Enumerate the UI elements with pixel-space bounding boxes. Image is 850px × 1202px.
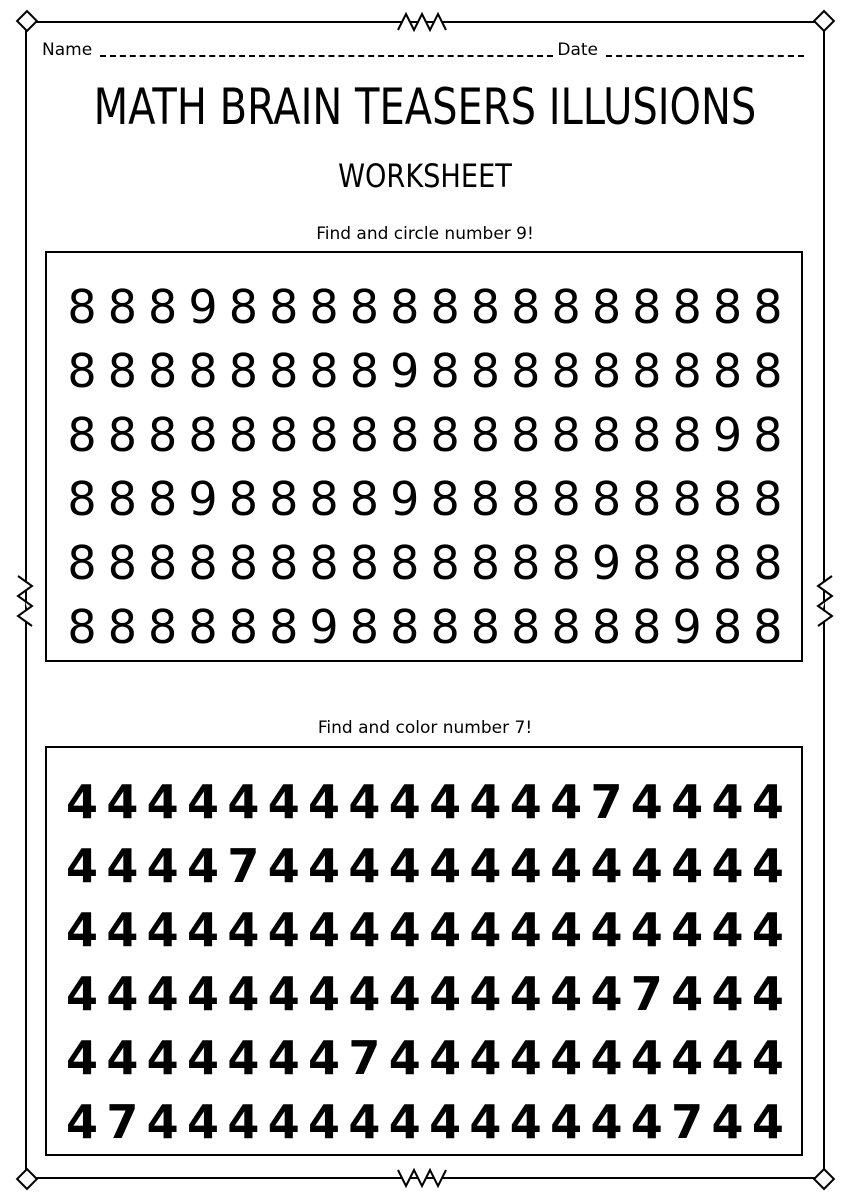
digit-cell[interactable]: 8: [349, 408, 380, 462]
digit-cell[interactable]: 4: [187, 967, 220, 1021]
digit-cell[interactable]: 8: [67, 344, 97, 398]
digit-cell[interactable]: 8: [511, 280, 541, 334]
digit-cell[interactable]: 4: [711, 839, 744, 893]
digit-cell[interactable]: 9: [188, 280, 218, 334]
digit-cell[interactable]: 8: [67, 600, 97, 654]
digit-cell[interactable]: 4: [671, 903, 704, 957]
digit-cell[interactable]: 8: [430, 344, 460, 398]
digit-cell[interactable]: 4: [227, 1031, 260, 1085]
digit-cell[interactable]: 8: [712, 472, 743, 526]
digit-cell[interactable]: 8: [712, 280, 743, 334]
digit-cell[interactable]: 4: [550, 839, 583, 893]
digit-cell[interactable]: 8: [309, 472, 339, 526]
digit-cell[interactable]: 4: [469, 967, 502, 1021]
name-date-row: [42, 40, 808, 60]
digit-cell[interactable]: 8: [67, 280, 97, 334]
digit-cell[interactable]: 8: [511, 344, 541, 398]
digit-cell[interactable]: 8: [511, 600, 541, 654]
digit-cell[interactable]: 8: [632, 280, 662, 334]
digit-cell[interactable]: 8: [753, 344, 783, 398]
digit-cell[interactable]: 8: [430, 536, 460, 590]
digit-cell[interactable]: 9: [712, 408, 743, 462]
digit-cell[interactable]: 8: [470, 408, 501, 462]
digit-cell[interactable]: 4: [469, 1031, 502, 1085]
digit-cell[interactable]: 8: [551, 408, 581, 462]
digit-cell[interactable]: 4: [509, 903, 542, 957]
digit-cell[interactable]: 8: [551, 280, 581, 334]
digit-cell[interactable]: 4: [550, 1095, 583, 1149]
digit-cell[interactable]: 4: [630, 839, 663, 893]
digit-cell[interactable]: 4: [630, 1095, 663, 1149]
digit-cell[interactable]: 4: [550, 775, 583, 829]
digit-cell[interactable]: 4: [227, 775, 260, 829]
digit-cell[interactable]: 8: [591, 280, 622, 334]
digit-cell[interactable]: 8: [107, 600, 137, 654]
digit-cell[interactable]: 4: [187, 775, 220, 829]
digit-cell[interactable]: 8: [148, 536, 178, 590]
digit-cell[interactable]: 4: [388, 1031, 421, 1085]
digit-cell[interactable]: 8: [753, 472, 783, 526]
digit-cell[interactable]: 8: [591, 344, 622, 398]
digit-cell[interactable]: 8: [712, 600, 743, 654]
digit-cell[interactable]: 8: [390, 408, 420, 462]
digit-cell[interactable]: 4: [348, 839, 381, 893]
digit-cell[interactable]: 8: [430, 600, 460, 654]
digit-row: [65, 275, 785, 339]
digit-cell[interactable]: 8: [470, 344, 501, 398]
digit-cell[interactable]: 4: [429, 1031, 462, 1085]
digit-cell[interactable]: 4: [227, 1095, 260, 1149]
digit-cell[interactable]: 8: [107, 536, 137, 590]
digit-cell[interactable]: 8: [591, 408, 622, 462]
digit-cell[interactable]: 4: [308, 1031, 341, 1085]
digit-cell[interactable]: 8: [430, 408, 460, 462]
digit-cell[interactable]: 8: [470, 472, 501, 526]
digit-cell[interactable]: 4: [671, 839, 704, 893]
digit-cell[interactable]: 4: [308, 967, 341, 1021]
digit-cell[interactable]: 8: [551, 472, 581, 526]
digit-cell[interactable]: 8: [672, 344, 702, 398]
digit-cell[interactable]: 4: [429, 967, 462, 1021]
digit-cell[interactable]: 4: [267, 775, 300, 829]
digit-cell[interactable]: 4: [65, 839, 98, 893]
digit-cell[interactable]: 4: [671, 1031, 704, 1085]
digit-cell[interactable]: 4: [106, 903, 139, 957]
digit-cell[interactable]: 7: [590, 775, 623, 829]
digit-cell[interactable]: 4: [630, 775, 663, 829]
digit-cell[interactable]: 8: [551, 536, 581, 590]
digit-cell[interactable]: 8: [470, 600, 501, 654]
digit-cell[interactable]: 4: [227, 967, 260, 1021]
digit-cell[interactable]: 8: [511, 472, 541, 526]
digit-cell[interactable]: 8: [228, 280, 259, 334]
digit-cell[interactable]: 8: [107, 280, 137, 334]
digit-cell[interactable]: 8: [753, 600, 783, 654]
digit-cell[interactable]: 4: [308, 839, 341, 893]
digit-cell[interactable]: 8: [430, 472, 460, 526]
digit-cell[interactable]: 4: [308, 903, 341, 957]
digit-cell[interactable]: 4: [146, 903, 179, 957]
digit-cell[interactable]: 8: [188, 344, 218, 398]
digit-row: [65, 339, 785, 403]
digit-cell[interactable]: 4: [187, 1031, 220, 1085]
digit-cell[interactable]: 4: [550, 1031, 583, 1085]
digit-row: [65, 531, 785, 595]
digit-cell[interactable]: 8: [228, 472, 259, 526]
digit-cell[interactable]: 4: [65, 775, 98, 829]
digit-cell[interactable]: 4: [267, 839, 300, 893]
digit-cell[interactable]: 4: [348, 775, 381, 829]
digit-cell[interactable]: 8: [672, 280, 702, 334]
digit-cell[interactable]: 8: [672, 536, 702, 590]
digit-cell[interactable]: 4: [751, 839, 784, 893]
digit-cell[interactable]: 8: [470, 280, 501, 334]
name-field[interactable]: [100, 43, 553, 57]
digit-cell[interactable]: 4: [65, 903, 98, 957]
digit-cell[interactable]: 4: [187, 1095, 220, 1149]
digit-cell[interactable]: 4: [550, 967, 583, 1021]
digit-cell[interactable]: 8: [470, 536, 501, 590]
digit-cell[interactable]: 4: [106, 1031, 139, 1085]
digit-cell[interactable]: 4: [469, 1095, 502, 1149]
puzzle-2-grid: [65, 770, 785, 1154]
digit-cell[interactable]: 8: [188, 536, 218, 590]
digit-cell[interactable]: 4: [308, 1095, 341, 1149]
digit-cell[interactable]: 8: [309, 536, 339, 590]
digit-cell[interactable]: 8: [188, 408, 218, 462]
digit-cell[interactable]: 4: [711, 1031, 744, 1085]
digit-cell[interactable]: 8: [309, 344, 339, 398]
digit-cell[interactable]: 4: [590, 967, 623, 1021]
digit-cell[interactable]: 8: [349, 344, 380, 398]
digit-cell[interactable]: 4: [590, 903, 623, 957]
digit-cell[interactable]: 4: [388, 775, 421, 829]
digit-cell[interactable]: 8: [148, 344, 178, 398]
digit-cell[interactable]: 4: [146, 839, 179, 893]
digit-cell[interactable]: 8: [551, 344, 581, 398]
digit-cell[interactable]: 7: [671, 1095, 704, 1149]
digit-cell[interactable]: 4: [509, 1031, 542, 1085]
digit-cell[interactable]: 4: [751, 1095, 784, 1149]
digit-cell[interactable]: 4: [388, 903, 421, 957]
digit-cell[interactable]: 8: [67, 472, 97, 526]
digit-cell[interactable]: 8: [107, 472, 137, 526]
digit-row: [65, 962, 785, 1026]
digit-cell[interactable]: 4: [146, 775, 179, 829]
puzzle-2-instruction: Find and color number 7!: [317, 718, 533, 738]
digit-cell[interactable]: 4: [65, 967, 98, 1021]
digit-cell[interactable]: 4: [590, 1095, 623, 1149]
digit-cell[interactable]: 4: [106, 967, 139, 1021]
digit-row: [65, 770, 785, 834]
digit-cell[interactable]: 4: [429, 775, 462, 829]
digit-cell[interactable]: 8: [349, 280, 380, 334]
digit-cell[interactable]: 8: [349, 536, 380, 590]
digit-cell[interactable]: 4: [751, 903, 784, 957]
digit-cell[interactable]: 4: [509, 839, 542, 893]
digit-cell[interactable]: 8: [269, 408, 299, 462]
digit-cell[interactable]: 9: [390, 344, 420, 398]
digit-cell[interactable]: 4: [65, 1095, 98, 1149]
digit-cell[interactable]: 8: [591, 600, 622, 654]
digit-cell[interactable]: 8: [228, 408, 259, 462]
digit-cell[interactable]: 8: [591, 472, 622, 526]
digit-cell[interactable]: 4: [509, 1095, 542, 1149]
digit-cell[interactable]: 9: [591, 536, 622, 590]
digit-cell[interactable]: 4: [671, 775, 704, 829]
name-label: Name: [42, 40, 93, 60]
digit-cell[interactable]: 8: [632, 536, 662, 590]
date-field[interactable]: [606, 43, 804, 57]
digit-cell[interactable]: 8: [712, 344, 743, 398]
digit-cell[interactable]: 4: [65, 1031, 98, 1085]
digit-cell[interactable]: 4: [590, 1031, 623, 1085]
digit-cell[interactable]: 4: [630, 1031, 663, 1085]
digit-cell[interactable]: 8: [390, 280, 420, 334]
digit-cell[interactable]: 4: [267, 1031, 300, 1085]
digit-cell[interactable]: 8: [511, 536, 541, 590]
digit-cell[interactable]: 8: [390, 600, 420, 654]
puzzle-1-grid: [65, 275, 785, 659]
digit-cell[interactable]: 4: [348, 967, 381, 1021]
digit-cell[interactable]: 4: [388, 1095, 421, 1149]
digit-cell[interactable]: 7: [630, 967, 663, 1021]
page-subtitle: WORKSHEET: [338, 157, 512, 195]
digit-cell[interactable]: 8: [753, 280, 783, 334]
digit-cell[interactable]: 4: [388, 839, 421, 893]
digit-cell[interactable]: 4: [267, 903, 300, 957]
digit-row: [65, 834, 785, 898]
digit-cell[interactable]: 4: [509, 775, 542, 829]
digit-row: [65, 1026, 785, 1090]
digit-cell[interactable]: 4: [267, 1095, 300, 1149]
digit-cell[interactable]: 8: [228, 344, 259, 398]
digit-cell[interactable]: 8: [632, 408, 662, 462]
digit-cell[interactable]: 4: [711, 775, 744, 829]
digit-cell[interactable]: 7: [106, 1095, 139, 1149]
digit-cell[interactable]: 8: [511, 408, 541, 462]
digit-cell[interactable]: 4: [509, 967, 542, 1021]
digit-cell[interactable]: 4: [630, 903, 663, 957]
digit-row: [65, 467, 785, 531]
digit-cell[interactable]: 4: [711, 967, 744, 1021]
digit-cell[interactable]: 8: [269, 536, 299, 590]
digit-cell[interactable]: 8: [632, 472, 662, 526]
digit-cell[interactable]: 8: [107, 408, 137, 462]
digit-cell[interactable]: 4: [429, 903, 462, 957]
digit-cell[interactable]: 4: [348, 903, 381, 957]
digit-cell[interactable]: 4: [469, 839, 502, 893]
digit-cell[interactable]: 8: [632, 344, 662, 398]
digit-cell[interactable]: 4: [146, 1031, 179, 1085]
digit-cell[interactable]: 8: [551, 600, 581, 654]
puzzle-1-instruction: Find and circle number 9!: [316, 224, 534, 244]
digit-cell[interactable]: 4: [146, 1095, 179, 1149]
digit-cell[interactable]: 8: [390, 536, 420, 590]
digit-cell[interactable]: 4: [751, 1031, 784, 1085]
digit-cell[interactable]: 8: [632, 600, 662, 654]
digit-cell[interactable]: 8: [672, 472, 702, 526]
page-title: MATH BRAIN TEASERS ILLUSIONS: [93, 78, 757, 136]
digit-cell[interactable]: 4: [550, 903, 583, 957]
digit-cell[interactable]: 8: [309, 408, 339, 462]
digit-cell[interactable]: 8: [753, 408, 783, 462]
digit-cell[interactable]: 8: [148, 280, 178, 334]
digit-cell[interactable]: 8: [269, 280, 299, 334]
digit-cell[interactable]: 4: [308, 775, 341, 829]
digit-cell[interactable]: 8: [67, 408, 97, 462]
digit-cell[interactable]: 8: [309, 280, 339, 334]
digit-row: [65, 1090, 785, 1154]
digit-cell[interactable]: 7: [227, 839, 260, 893]
digit-cell[interactable]: 8: [349, 600, 380, 654]
digit-cell[interactable]: 4: [106, 839, 139, 893]
digit-cell[interactable]: 8: [228, 600, 259, 654]
digit-cell[interactable]: 8: [712, 536, 743, 590]
digit-cell[interactable]: 8: [148, 408, 178, 462]
digit-cell[interactable]: 4: [429, 839, 462, 893]
digit-row: [65, 403, 785, 467]
digit-cell[interactable]: 4: [227, 903, 260, 957]
digit-cell[interactable]: 9: [309, 600, 339, 654]
digit-cell[interactable]: 8: [349, 472, 380, 526]
digit-cell[interactable]: 7: [348, 1031, 381, 1085]
digit-cell[interactable]: 8: [188, 600, 218, 654]
digit-cell[interactable]: 8: [107, 344, 137, 398]
digit-cell[interactable]: 8: [672, 408, 702, 462]
digit-cell[interactable]: 4: [106, 775, 139, 829]
digit-cell[interactable]: 8: [269, 600, 299, 654]
digit-cell[interactable]: 4: [469, 903, 502, 957]
digit-cell[interactable]: 4: [348, 1095, 381, 1149]
digit-cell[interactable]: 4: [429, 1095, 462, 1149]
digit-cell[interactable]: 9: [672, 600, 702, 654]
digit-row: [65, 595, 785, 659]
digit-cell[interactable]: 9: [390, 472, 420, 526]
digit-cell[interactable]: 8: [67, 536, 97, 590]
date-label: Date: [557, 40, 598, 60]
digit-cell[interactable]: 8: [269, 472, 299, 526]
digit-cell[interactable]: 4: [711, 1095, 744, 1149]
digit-cell[interactable]: 9: [188, 472, 218, 526]
digit-cell[interactable]: 4: [187, 839, 220, 893]
puzzle-2-box: [45, 746, 803, 1156]
digit-cell[interactable]: 4: [469, 775, 502, 829]
digit-cell[interactable]: 4: [711, 903, 744, 957]
digit-cell[interactable]: 4: [388, 967, 421, 1021]
digit-cell[interactable]: 4: [590, 839, 623, 893]
digit-cell[interactable]: 4: [671, 967, 704, 1021]
digit-cell[interactable]: 8: [228, 536, 259, 590]
digit-cell[interactable]: 8: [430, 280, 460, 334]
digit-cell[interactable]: 4: [187, 903, 220, 957]
digit-cell[interactable]: 8: [269, 344, 299, 398]
digit-cell[interactable]: 4: [751, 967, 784, 1021]
digit-cell[interactable]: 8: [753, 536, 783, 590]
digit-cell[interactable]: 4: [751, 775, 784, 829]
digit-cell[interactable]: 4: [267, 967, 300, 1021]
digit-cell[interactable]: 8: [148, 472, 178, 526]
digit-cell[interactable]: 8: [148, 600, 178, 654]
puzzle-1-box: [45, 251, 803, 662]
digit-cell[interactable]: 4: [146, 967, 179, 1021]
digit-row: [65, 898, 785, 962]
